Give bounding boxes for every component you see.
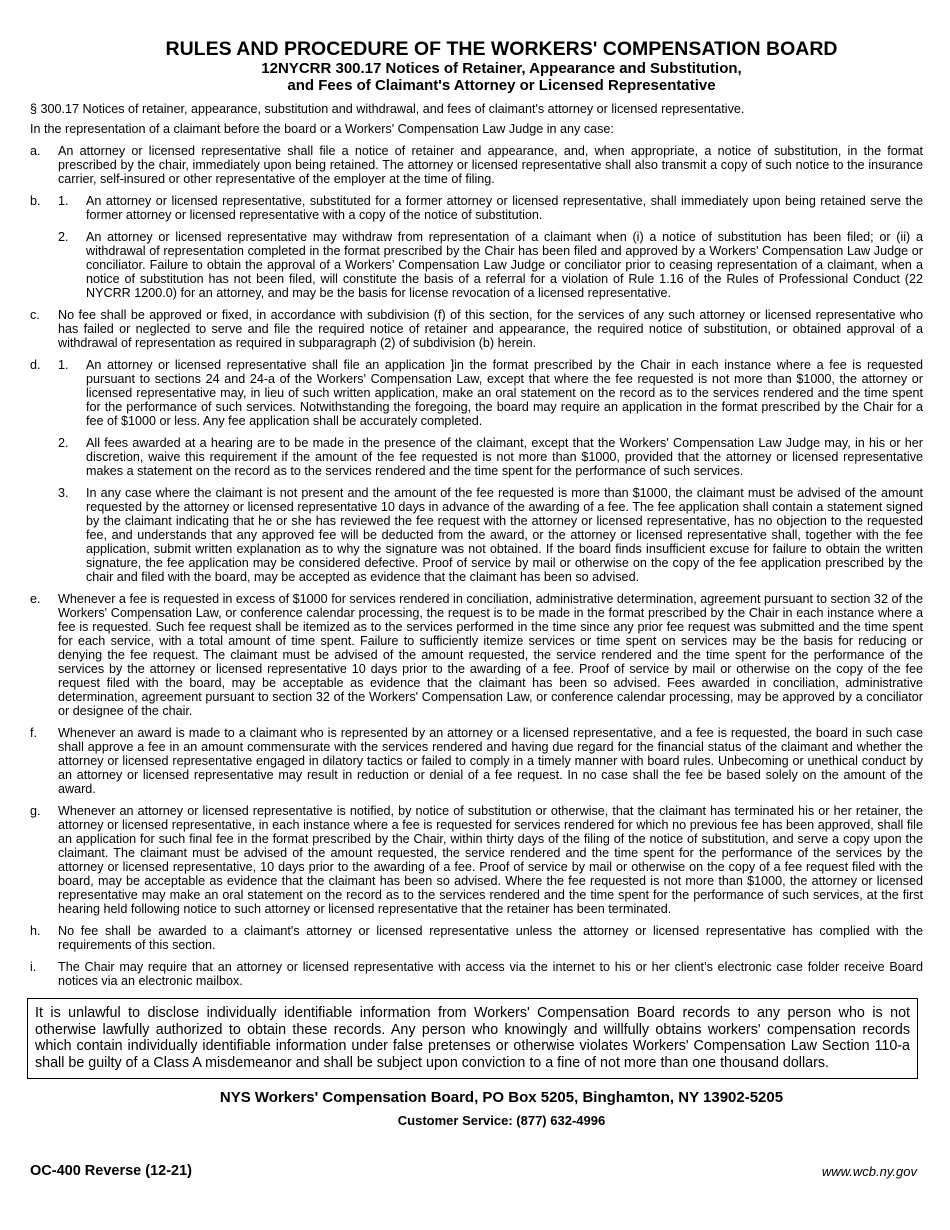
item-label: g.	[30, 804, 41, 818]
item-label: c.	[30, 308, 40, 322]
subitem-text: An attorney or licensed representative may withdraw from representation of a claimant when (i) a notice of substitution has been filed; or (ii) a withdrawal of representation completed in the format prescribed by the Chair has been filed and approved by a Workers’ Compensation Law Judge or conciliator. Failure to obtain the approval of a Workers’ Compensation Law Judge or conciliator prior to ceasing representation of a claimant, when a notice of substitution has not been filed, will constitute the basis of a referral for a violation of Rule 1.16 of the Rules of Professional Conduct (22 NYCRR 1200.0) for an attorney, and may be the basis for license revocation of a licensed representative.	[86, 230, 923, 300]
rule-subitem-d3	[58, 486, 923, 584]
rule-item-i	[30, 960, 923, 988]
subitem-label: 3.	[58, 486, 69, 500]
rule-subitem-d2	[58, 436, 923, 478]
subitem-label: 2.	[58, 436, 69, 450]
item-label: i.	[30, 960, 37, 974]
document-title: RULES AND PROCEDURE OF THE WORKERS' COMPENSATION BOARD	[165, 38, 838, 60]
rule-item-g	[30, 804, 923, 916]
item-text: The Chair may require that an attorney or licensed representative with access via the internet to his or her client’s electronic case folder receive Board notices via an electronic mailbox.	[58, 960, 923, 988]
section-heading: § 300.17 Notices of retainer, appearance, substitution and withdrawal, and fees of claimant's attorney or licensed representative.	[30, 102, 745, 116]
rule-item-a	[30, 144, 923, 186]
item-label: f.	[30, 726, 37, 740]
preamble: In the representation of a claimant before the board or a Workers' Compensation Law Judge in any case:	[30, 122, 614, 136]
item-label: b.	[30, 194, 41, 208]
subitem-label: 1.	[58, 194, 69, 208]
item-text: Whenever a fee is requested in excess of $1000 for services rendered in conciliation, administrative determination, agreement pursuant to section 32 of the Workers' Compensation Law, or conference calendar processing, the request is to be made in the format prescribed by the Chair in each instance where a fee is requested. Such fee request shall be itemized as to the services performed in the time since any prior fee request was submitted and the time spent for each service, with a total amount of time spent. Failure to sufficiently itemize services or time spent on services may be the basis for reducing or denying the fee request. The claimant must be advised of the amount requested, the service rendered and the time spent for the performance of the services by the attorney or licensed representative 10 days prior to the awarding of a fee. Proof of service by mail or otherwise on the copy of the fee request filed with the board, may be acceptable as evidence that the claimant has been so advised. Fees awarded in conciliation, administrative determination, agreement pursuant to section 32 of the Workers' Compensation Law, or conference calendar processing, may be approved by a conciliator or designee of the chair.	[58, 592, 923, 718]
subitem-text: All fees awarded at a hearing are to be made in the presence of the claimant, except that the Workers' Compensation Law Judge may, in his or her discretion, waive this requirement if the amount of the fee requested is not more than $1000, provided that the attorney or licensed representative makes a statement on the record as to the services rendered and the time spent for the performance of such services.	[86, 436, 923, 478]
item-body	[58, 194, 923, 300]
item-text: An attorney or licensed representative shall file a notice of retainer and appearance, and, when appropriate, a notice of substitution, in the format prescribed by the chair, immediately upon being retained. The attorney or licensed representative shall also transmit a copy of such notice to the insurance carrier, self-insured or other representative of the employer at the time of filing.	[58, 144, 923, 186]
form-number: OC-400 Reverse (12-21)	[30, 1163, 193, 1179]
rule-item-d	[30, 358, 923, 584]
rule-item-h	[30, 924, 923, 952]
item-text: Whenever an award is made to a claimant who is represented by an attorney or a licensed representative, and a fee is requested, the board in such case shall approve a fee in an amount commensurate with the services rendered and having due regard for the financial status of the claimant and whether the attorney or licensed representative engaged in dilatory tactics or failed to comply in a timely manner with board rules. Unbecoming or unethical conduct by an attorney or licensed representative may result in reduction or denial of a fee request. In no case shall the fee be based solely on the amount of the award.	[58, 726, 923, 796]
subitem-text: An attorney or licensed representative, substituted for a former attorney or licensed representative, shall immediately upon being retained serve the former attorney or licensed representative with a copy of the notice of substitution.	[86, 194, 923, 222]
document-subtitle-line1: 12NYCRR 300.17 Notices of Retainer, Appearance and Substitution,	[261, 60, 742, 77]
subitem-text: In any case where the claimant is not present and the amount of the fee requested is more than $1000, the claimant must be advised of the amount requested by the attorney or licensed representative 10 days in advance of the awarding of a fee. The fee application shall contain a statement signed by the claimant indicating that he or she has reviewed the fee request with the attorney or licensed representative, has no objection to the requested fee, and understands that any approved fee will be deducted from the award, or the attorney or licensed representative shall, together with the fee application, submit written explanation as to why the signature was not obtained. If the board finds insufficient excuse for failure to obtain the written signature, the fee application may be considered defective. Proof of service by mail or otherwise on the copy of the fee application prescribed by the chair and filed with the board, may be accepted as evidence that the claimant has been so advised.	[86, 486, 923, 584]
item-label: a.	[30, 144, 41, 158]
subitem-text: An attorney or licensed representative shall file an application ]in the format prescribed by the Chair in each instance where a fee is requested pursuant to sections 24 and 24-a of the Workers' Compensation Law, except that where the fee requested is not more than $1000, the attorney or licensed representative may, in lieu of such written application, make an oral statement on the record as to the services rendered and the time spent for the performance of such services. Notwithstanding the foregoing, the board may require an application in the format prescribed by the Chair for a fee of $1000 or less. Any fee application shall be accurately completed.	[86, 358, 923, 428]
item-text: No fee shall be approved or fixed, in accordance with subdivision (f) of this section, for the services of any such attorney or licensed representative who has failed or neglected to serve and file the required notice of retainer and appearance, the required notice of substitution, or obtained approval of a withdrawal of representation as required in subparagraph (2) of subdivision (b) herein.	[58, 308, 923, 350]
item-text: Whenever an attorney or licensed representative is notified, by notice of substitution or otherwise, that the claimant has terminated his or her retainer, the attorney or licensed representative, in each instance where a fee is requested for services rendered for which no previous fee has been approved, shall file an application for such final fee in the format prescribed by the Chair, within thirty days of the filing of the notice of substitution, and serve a copy upon the claimant. The claimant must be advised of the amount requested, the service rendered and the time spent for the performance of the services by the attorney or licensed representative, 10 days prior to the awarding of a fee. Proof of service by mail or otherwise on the copy of a fee request filed with the board, may be acceptable as evidence that the claimant has been so advised. Where the fee requested is not more than $1000, the attorney or licensed representative may make an oral statement on the record as to the services rendered and the time spent for the performance of such services, at the first hearing held following notice to such attorney or licensed representative that the retainer has been terminated.	[58, 804, 923, 916]
item-text: No fee shall be awarded to a claimant's attorney or licensed representative unless the attorney or licensed representative has complied with the requirements of this section.	[58, 924, 923, 952]
subitem-label: 1.	[58, 358, 69, 372]
board-address: NYS Workers' Compensation Board, PO Box 5205, Binghamton, NY 13902-5205	[219, 1089, 784, 1106]
rule-subitem-b1	[58, 194, 923, 222]
item-label: d.	[30, 358, 41, 372]
rule-item-e	[30, 592, 923, 718]
rule-subitem-b2	[58, 230, 923, 300]
rule-item-c	[30, 308, 923, 350]
customer-service: Customer Service: (877) 632-4996	[397, 1113, 606, 1128]
item-label: h.	[30, 924, 41, 938]
rule-subitem-d1	[58, 358, 923, 428]
website-url: www.wcb.ny.gov	[821, 1164, 917, 1179]
rule-item-f	[30, 726, 923, 796]
privacy-notice-box: It is unlawful to disclose individually identifiable information from Workers' Compensation Board records to any person who is not otherwise lawfully authorized to obtain these records. Any person who knowingly and willfully obtains workers' compensation records which contain individually identifiable information under false pretenses or otherwise violates Workers' Compensation Law Section 110-a shall be guilty of a Class A misdemeanor and shall be subject upon conviction to a fine of not more than one thousand dollars.	[27, 998, 918, 1079]
document-page	[30, 38, 923, 1129]
rule-item-b	[30, 194, 923, 300]
subitem-label: 2.	[58, 230, 69, 244]
item-body	[58, 358, 923, 584]
document-subtitle-line2: and Fees of Claimant's Attorney or Licensed Representative	[287, 77, 716, 94]
item-label: e.	[30, 592, 41, 606]
